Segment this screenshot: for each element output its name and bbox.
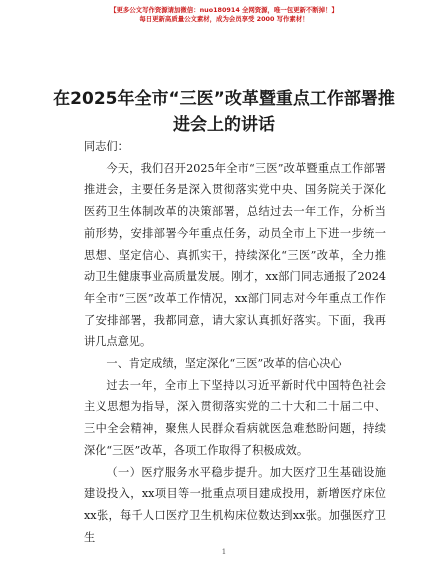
promo-banner xyxy=(0,6,448,24)
promo-banner-line-1: 【更多公文写作资源请加微信：nuo180914 全网资源，唯一包更新不断掉！】 xyxy=(110,6,338,14)
salutation: 同志们： xyxy=(84,140,129,153)
paragraph-review: 过去一年，全市上下坚持以习近平新时代中国特色社会主义思想为指导，深入贯彻落实党的二十大和二十届二中、三中全会精神，聚焦人民群众看病就医急难愁盼问题，持续深化“三医”改革，各项工作取得了积极成效。 xyxy=(84,378,386,457)
document-title: 在2025年全市“三医”改革暨重点工作部署推进会上的讲话 xyxy=(53,89,395,135)
section-heading-1: 一、肯定成绩，坚定深化“三医”改革的信心决心 xyxy=(106,357,342,371)
document-body xyxy=(84,136,386,548)
promo-banner-line-2: 每日更新高质量公文素材，成为会员享受 2000 写作素材！ xyxy=(139,15,309,23)
paragraph-subsection-1: （一）医疗服务水平稳步提升。加大医疗卫生基础设施建设投入，xx项目等一批重点项目建成投用，新增医疗床位xx张，每千人口医疗卫生机构床位数达到xx张。加强医疗卫生 xyxy=(84,465,386,544)
paragraph-intro: 今天，我们召开2025年全市“三医”改革暨重点工作部署推进会，主要任务是深入贯彻落实党中央、国务院关于深化医药卫生体制改革的决策部署，总结过去一年工作，分析当前形势，安排部署今年重点任务，动员全市上下进一步统一思想、坚定信心、真抓实干，持续深化“三医”改革，全力推动卫生健康事业高质量发展。刚才，xx部门同志通报了2024年全市“三医”改革工作情况，xx部门同志对今年重点工作作了安排部署，我都同意，请大家认真抓好落实。下面，我再讲几点意见。 xyxy=(84,161,386,349)
page-number: 1 xyxy=(221,548,227,556)
